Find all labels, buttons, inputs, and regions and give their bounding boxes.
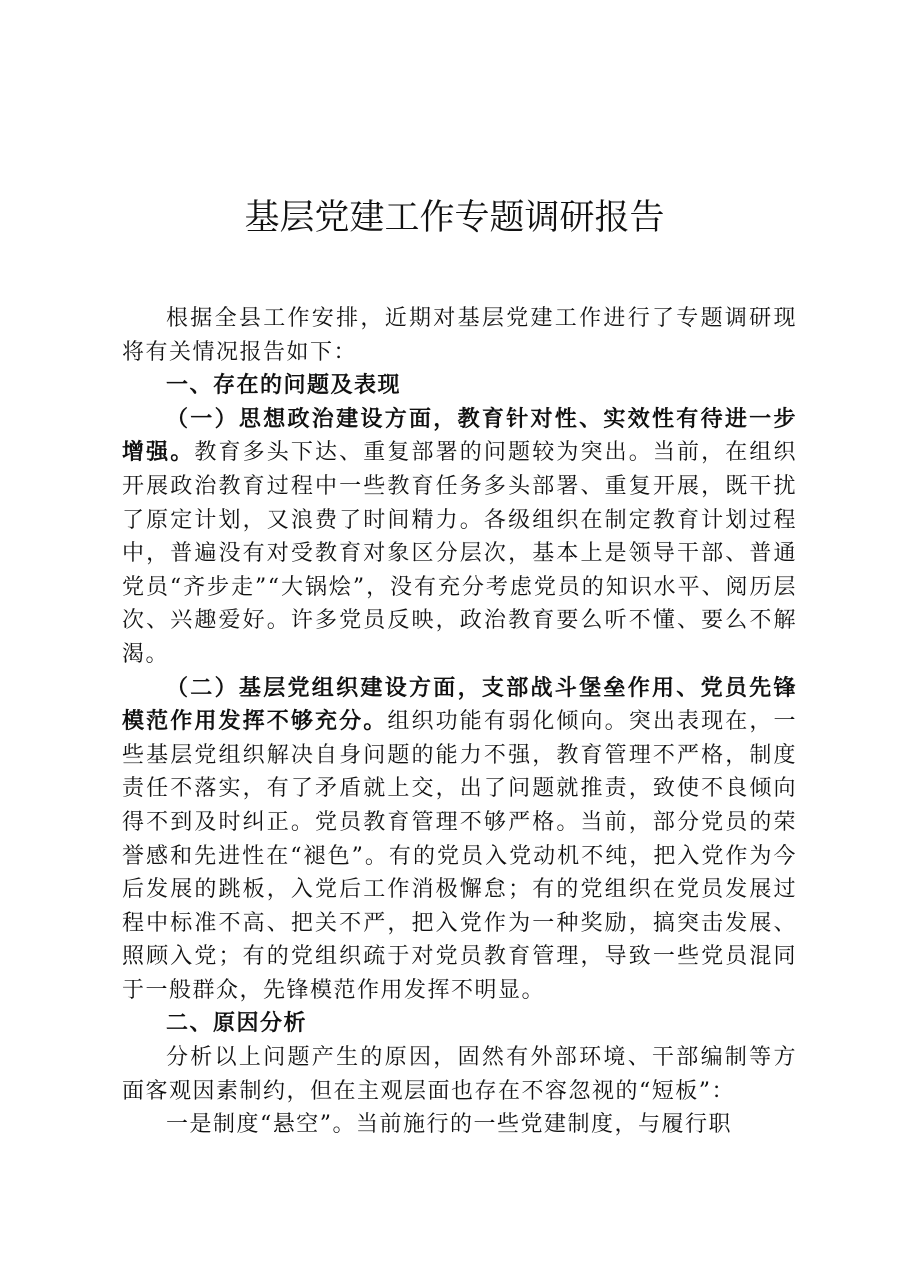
paragraph-lead: （一）思想政治建设方面，教育针对性、实效性有待进一步增强。 [122, 405, 797, 466]
paragraph-text: 组织功能有弱化倾向。突出表现在，一些基层党组织解决自身问题的能力不强，教育管理不严格，制度责任不落实，有了矛盾就上交，出了问题就推责，致使不良倾向得不到及时纠正。党员教育管理不够严格。当前，部分党员的荣誉感和先进性在“褪色”。有的党员入党动机不纯，把入党作为今后发展的跳板，入党后工作消极懈怠；有的党组织在党员发展过程中标准不高、把关不严，把入党作为一种奖励，搞突击发展、照顾入党；有的党组织疏于对党员教育管理，导致一些党员混同于一般群众，先锋模范作用发挥不明显。 [122, 709, 797, 1003]
intro-paragraph: 根据全县工作安排，近期对基层党建工作进行了专题调研现将有关情况报告如下： [122, 306, 797, 365]
paragraph-2-2: 一是制度“悬空”。当前施行的一些党建制度，与履行职 [166, 1112, 732, 1138]
section-heading-2: 二、原因分析 [166, 1010, 308, 1037]
paragraph-1-2 [122, 672, 797, 1008]
document-body [122, 302, 797, 1142]
section-heading-1: 一、存在的问题及表现 [166, 372, 402, 399]
paragraph-text: 教育多头下达、重复部署的问题较为突出。当前，在组织开展政治教育过程中一些教育任务多头部署、重复开展，既干扰了原定计划，又浪费了时间精力。各级组织在制定教育计划过程中，普遍没有对受教育对象区分层次，基本上是领导干部、普通党员“齐步走”“大锅烩”，没有充分考虑党员的知识水平、阅历层次、兴趣爱好。许多党员反映，政治教育要么听不懂、要么不解渴。 [122, 440, 797, 667]
paragraph-2-1: 分析以上问题产生的原因，固然有外部环境、干部编制等方面客观因素制约，但在主观层面也存在不容忽视的“短板”： [122, 1045, 797, 1104]
paragraph-1-1 [122, 403, 797, 672]
document-title: 基层党建工作专题调研报告 [244, 198, 665, 238]
paragraph-lead: （二）基层党组织建设方面，支部战斗堡垒作用、党员先锋模范作用发挥不够充分。 [122, 674, 797, 735]
